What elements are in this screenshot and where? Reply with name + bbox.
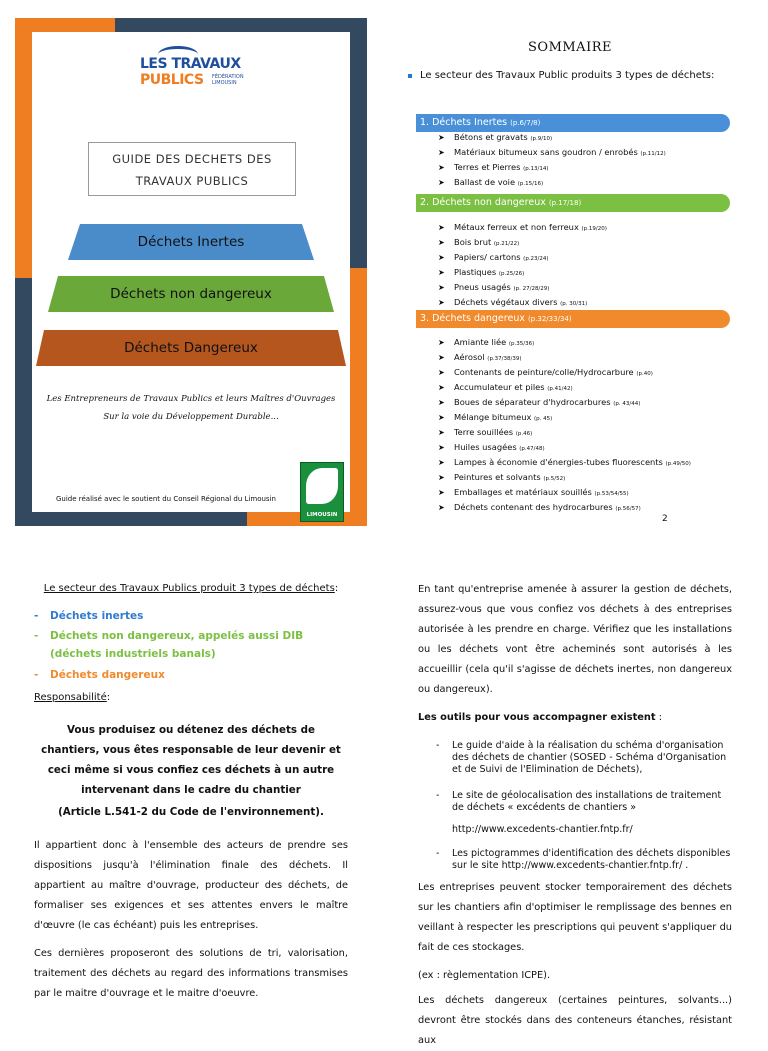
cover-stripe <box>15 18 33 278</box>
section-items-non-dangereux <box>454 221 607 311</box>
list-item: ➤ Aérosol (p.37/38/39) <box>454 351 691 366</box>
pyramid-level-dangereux <box>32 330 350 366</box>
section-band-inertes <box>416 114 730 132</box>
guide-title-line1: GUIDE DES DECHETS DES <box>112 152 272 166</box>
left-col-title: Le secteur des Travaux Publics produit 3 types de déchets: <box>43 583 339 594</box>
cover-tagline-line1: Les Entrepreneurs de Travaux Publics et leurs Maîtres d'Ouvrages <box>46 394 336 404</box>
sommaire-intro <box>420 70 714 81</box>
tool-item: - Le site de géolocalisation des installations de traitement de déchets « excédents de chantiers » <box>452 790 734 814</box>
cover-tagline <box>32 390 350 426</box>
list-item: ➤ Pneus usagés (p. 27/28/29) <box>454 281 607 296</box>
list-item: ➤ Plastiques (p.25/26) <box>454 266 607 281</box>
section-items-dangereux <box>454 336 691 516</box>
list-item: ➤ Lampes à économie d'énergies-tubes fluorescents (p.49/50) <box>454 456 691 471</box>
support-note: Guide réalisé avec le soutient du Conseil Régional du Limousin <box>56 495 276 503</box>
list-item: ➤ Terre souillées (p.46) <box>454 426 691 441</box>
paragraph: Il appartient donc à l'ensemble des acteurs de prendre ses dispositions jusqu'à l'élimination finale des déchets. Il appartient au maître d'ouvrage, producteur des déchets, de formaliser ses exigences et ses attentes envers le maître d'œuvre (le cas échéant) puis les entreprises. <box>34 840 348 931</box>
section-title: 1. Déchets Inertes <box>420 117 508 128</box>
sommaire-title: SOMMAIRE <box>528 40 612 55</box>
list-item: ➤ Huiles usagées (p.47/48) <box>454 441 691 456</box>
cover-page <box>32 32 350 518</box>
logo-subtitle: FÉDÉRATION LIMOUSIN <box>212 74 244 86</box>
page-number: 2 <box>662 514 668 524</box>
tool-item: - Le guide d'aide à la réalisation du schéma d'organisation des déchets de chantier (SOSED - Schéma d'Organisation et de Suivi de l'Elimination de Déchets), <box>452 740 734 776</box>
list-item: ➤ Déchets végétaux divers (p. 30/31) <box>454 296 607 311</box>
pyramid-label: Déchets Inertes <box>137 234 245 250</box>
list-item: ➤ Bétons et gravats (p.9/10) <box>454 131 666 146</box>
excedents-link[interactable]: http://www.excedents-chantier.fntp.fr/ <box>452 824 633 835</box>
tool-item: - Les pictogrammes d'identification des déchets disponibles sur le site http://www.excedents-chantier.fntp.fr/ . <box>452 848 734 872</box>
section-pages: (p.17/18) <box>548 199 582 207</box>
guide-title-box <box>88 142 296 196</box>
logo-line1: LES TRAVAUX <box>140 56 241 72</box>
limousin-region-logo <box>300 462 344 522</box>
travaux-publics-logo <box>140 50 250 106</box>
region-logo-text: LIMOUSIN <box>306 512 338 518</box>
list-item: ➤ Matériaux bitumeux sans goudron / enrobés (p.11/12) <box>454 146 666 161</box>
section-title: 3. Déchets dangereux <box>420 313 525 324</box>
list-item: ➤ Papiers/ cartons (p.23/24) <box>454 251 607 266</box>
type-dangereux: - Déchets dangereux <box>34 669 165 681</box>
sommaire-intro-text: Le secteur des Travaux Public produits 3 types de déchets: <box>420 70 715 81</box>
leaf-icon <box>306 468 338 504</box>
paragraph: Les entreprises peuvent stocker temporairement des déchets sur les chantiers afin d'optimiser le remplissage des bennes en veillant à respecter les prescriptions qui peuvent s'appliquer du fait de ces stockages. <box>418 882 732 953</box>
list-item: ➤ Terres et Pierres (p.13/14) <box>454 161 666 176</box>
pyramid-label: Déchets non dangereux <box>110 286 272 302</box>
paragraph: Ces dernières proposeront des solutions de tri, valorisation, traitement des déchets au regard des informations transmises par le maitre d'ouvrage et le maitre d'oeuvre. <box>34 948 348 999</box>
list-item: ➤ Métaux ferreux et non ferreux (p.19/20) <box>454 221 607 236</box>
responsabilite-statement: Vous produisez ou détenez des déchets de chantiers, vous êtes responsable de leur devenir et ceci même si vous confiez ces déchets à un autre intervenant dans le cadre du chantier <box>41 724 341 796</box>
guide-title-line2: TRAVAUX PUBLICS <box>135 174 249 188</box>
section-items-inertes <box>454 131 666 191</box>
list-item: ➤ Accumulateur et piles (p.41/42) <box>454 381 691 396</box>
list-item: ➤ Amiante liée (p.35/36) <box>454 336 691 351</box>
guide-cover <box>15 18 367 526</box>
section-band-non-dangereux <box>416 194 730 212</box>
list-item: ➤ Emballages et matériaux souillés (p.53/54/55) <box>454 486 691 501</box>
cover-stripe <box>349 268 367 526</box>
bullet-icon <box>408 74 412 78</box>
cover-tagline-line2: Sur la voie du Développement Durable... <box>103 412 279 422</box>
type-inertes: - Déchets inertes <box>34 610 144 622</box>
paragraph: Les déchets dangereux (certaines peintures, solvants...) devront être stockés dans des conteneurs étanches, résistant aux <box>418 995 732 1046</box>
list-item: ➤ Mélange bitumeux (p. 45) <box>454 411 691 426</box>
paragraph: (ex : règlementation ICPE). <box>418 970 551 981</box>
list-item: ➤ Contenants de peinture/colle/Hydrocarbure (p.40) <box>454 366 691 381</box>
type-non-dangereux: - Déchets non dangereux, appelés aussi DIB (déchets industriels banals) <box>34 630 304 660</box>
list-item: ➤ Bois brut (p.21/22) <box>454 236 607 251</box>
tools-heading: Les outils pour vous accompagner existent : <box>418 712 662 723</box>
section-title: 2. Déchets non dangereux <box>420 197 546 208</box>
section-pages: (p.6/7/8) <box>510 119 541 127</box>
list-item: ➤ Peintures et solvants (p.5/52) <box>454 471 691 486</box>
responsabilite-heading: Responsabilité: <box>34 692 111 703</box>
section-band-dangereux <box>416 310 730 328</box>
pyramid-label: Déchets Dangereux <box>124 340 258 356</box>
list-item: ➤ Déchets contenant des hydrocarbures (p.56/57) <box>454 501 691 516</box>
article-reference: (Article L.541-2 du Code de l'environnement). <box>58 806 324 818</box>
list-item: ➤ Boues de séparateur d'hydrocarbures (p. 43/44) <box>454 396 691 411</box>
cover-stripe <box>15 18 115 32</box>
pyramid-level-non-dangereux <box>32 276 350 312</box>
logo-line2: PUBLICS <box>140 72 204 88</box>
list-item: ➤ Ballast de voie (p.15/16) <box>454 176 666 191</box>
pyramid-level-inertes <box>32 224 350 260</box>
section-pages: (p.32/33/34) <box>528 315 572 323</box>
paragraph: En tant qu'entreprise amenée à assurer la gestion de déchets, assurez-vous que vous confiez vos déchets à des entreprises autorisée à les prendre en charge. Vérifiez que les installations ou les déchets vont être acheminés sont autorisés à les accueillir (cela qu'il s'agisse de déchets inertes, non dangereux ou dangereux). <box>418 584 732 695</box>
